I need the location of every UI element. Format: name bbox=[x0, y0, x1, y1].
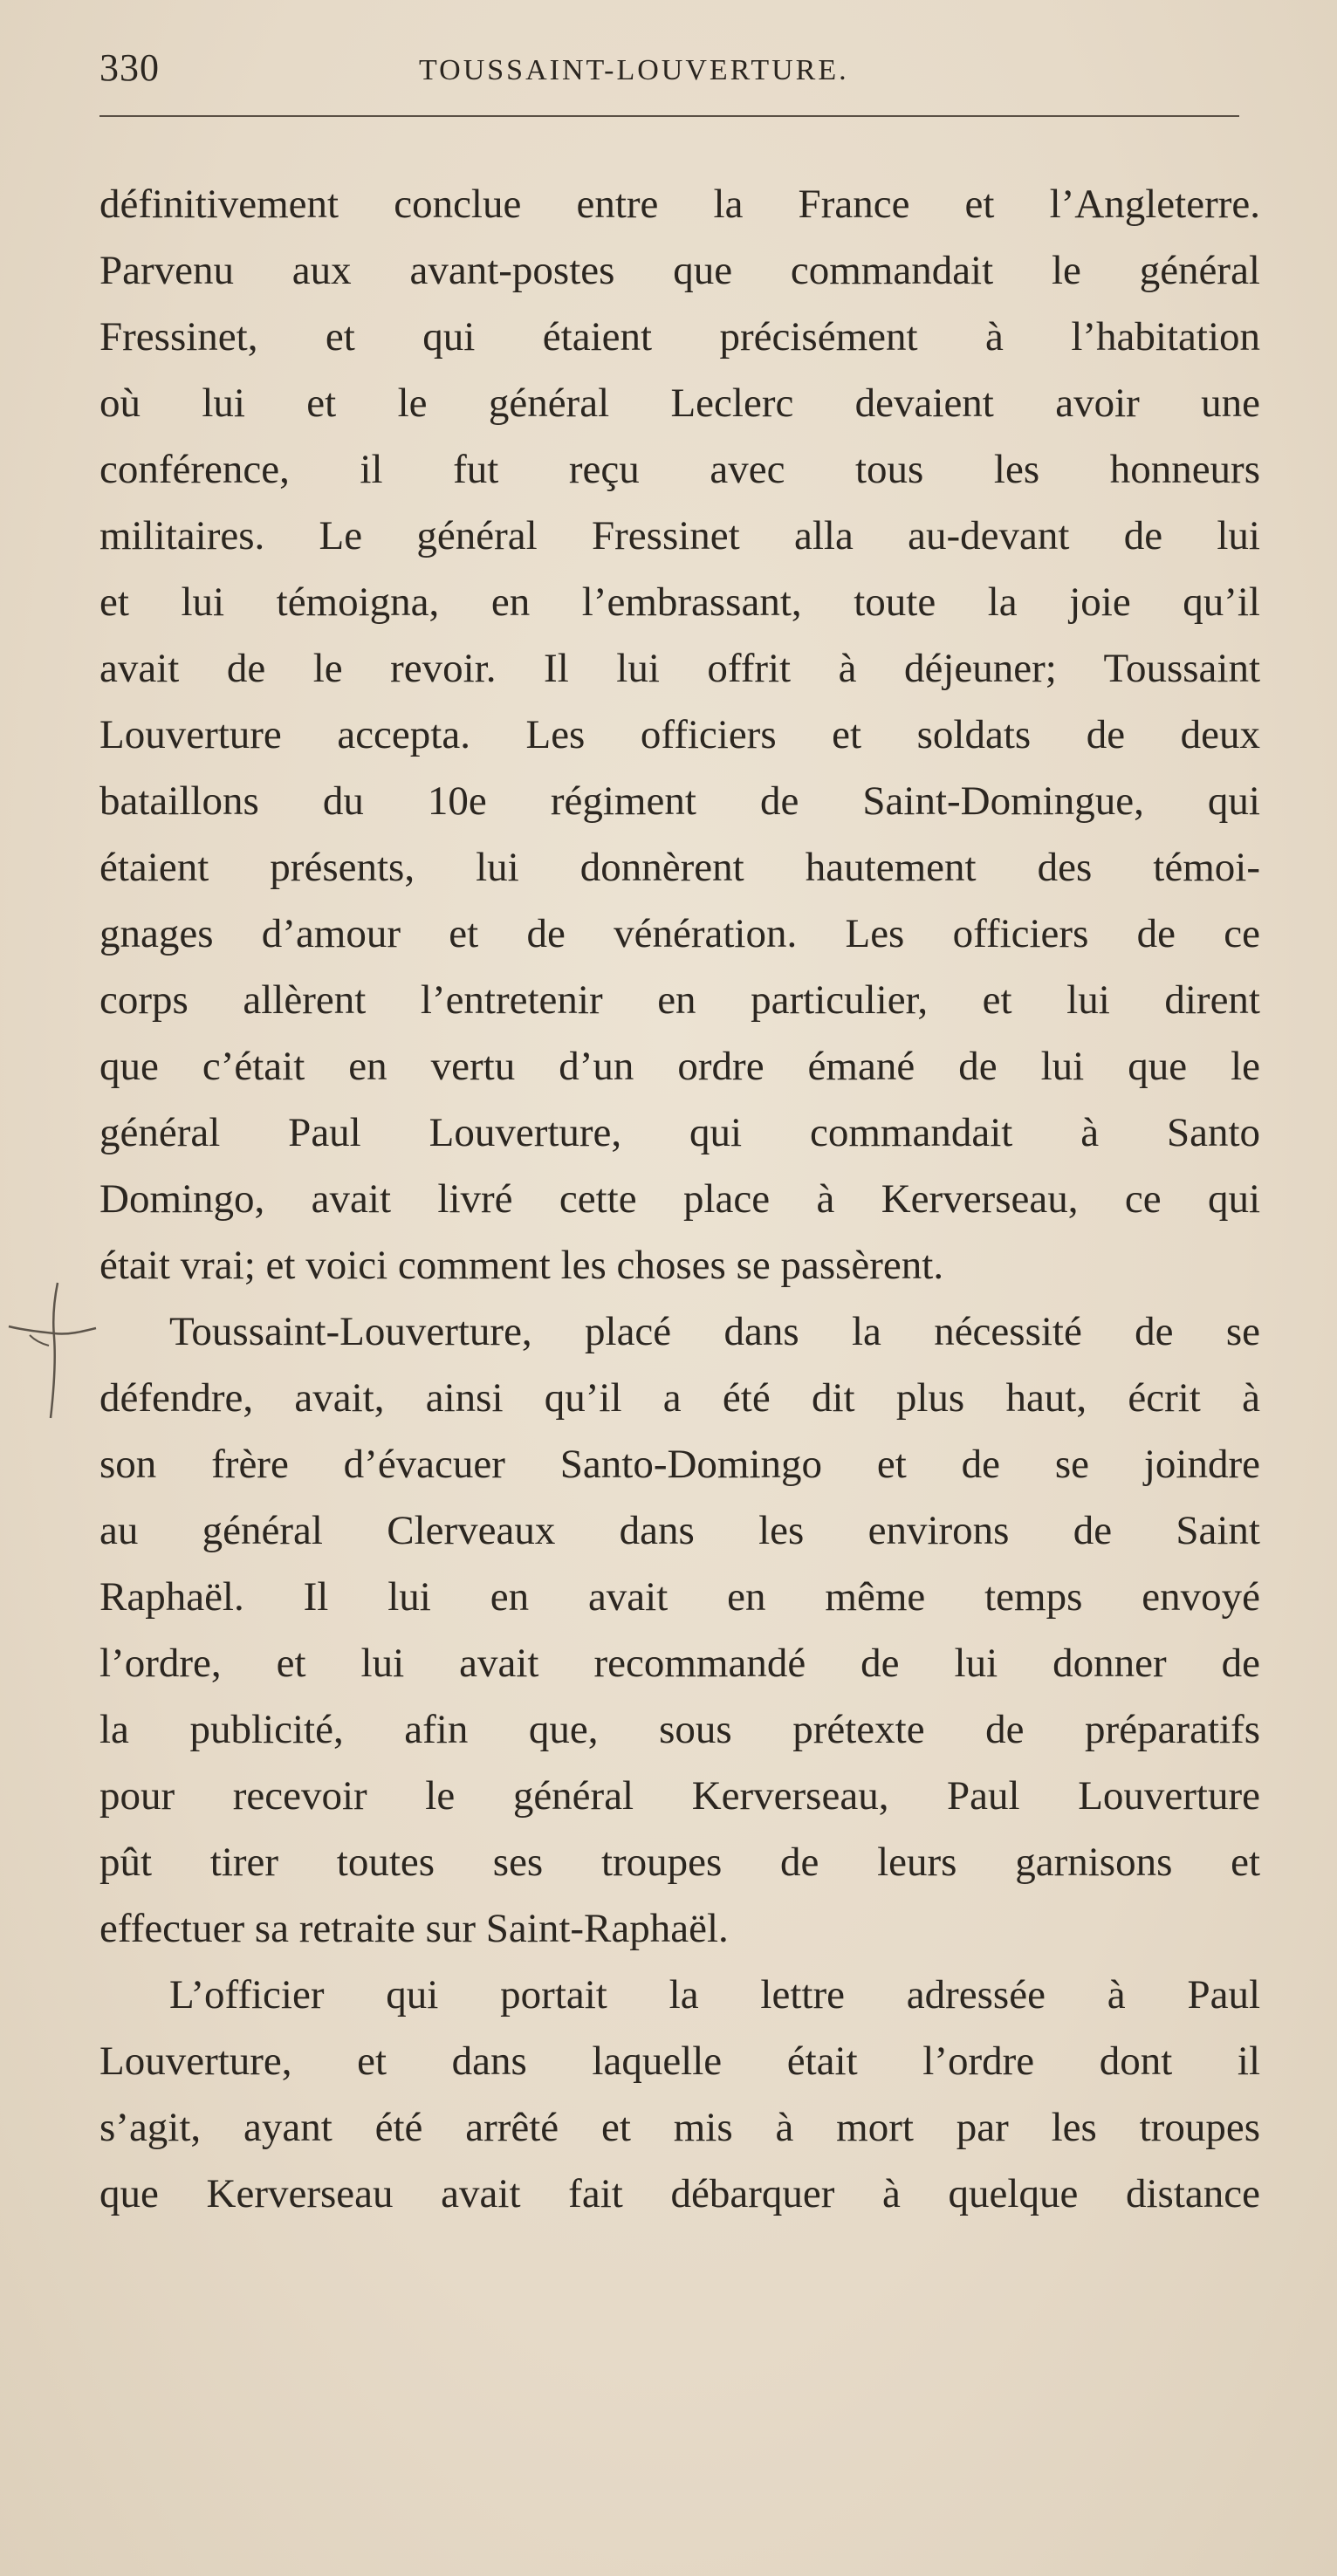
running-title: TOUSSAINT-LOUVERTURE. bbox=[419, 54, 849, 86]
text-line: L’officier qui portait la lettre adressée à Paul bbox=[169, 1972, 1260, 2018]
text-line: s’agit, ayant été arrêté et mis à mort par les troupes bbox=[99, 2105, 1260, 2150]
text-line: Domingo, avait livré cette place à Kerverseau, ce qui bbox=[99, 1176, 1260, 1222]
text-line: Fressinet, et qui étaient précisément à l’habitation bbox=[99, 314, 1260, 360]
text-line: étaient présents, lui donnèrent hautement des témoi- bbox=[99, 845, 1260, 890]
text-line: bataillons du 10e régiment de Saint-Domingue, qui bbox=[99, 778, 1260, 824]
text-line: et lui témoigna, en l’embrassant, toute la joie qu’il bbox=[99, 579, 1260, 625]
text-line: Toussaint-Louverture, placé dans la nécessité de se bbox=[169, 1309, 1260, 1354]
text-line: conférence, il fut reçu avec tous les honneurs bbox=[99, 447, 1260, 492]
text-line: gnages d’amour et de vénération. Les officiers de ce bbox=[99, 911, 1260, 956]
text-line: corps allèrent l’entretenir en particulier, et lui dirent bbox=[99, 977, 1260, 1023]
text-line: défendre, avait, ainsi qu’il a été dit plus haut, écrit à bbox=[99, 1375, 1260, 1421]
text-line: que c’était en vertu d’un ordre émané de lui que le bbox=[99, 1044, 1260, 1089]
text-line: avait de le revoir. Il lui offrit à déjeuner; Toussaint bbox=[99, 646, 1260, 691]
text-line: la publicité, afin que, sous prétexte de préparatifs bbox=[99, 1707, 1260, 1752]
text-line: son frère d’évacuer Santo-Domingo et de se joindre bbox=[99, 1442, 1260, 1487]
text-line: Parvenu aux avant-postes que commandait le général bbox=[99, 248, 1260, 293]
text-line: militaires. Le général Fressinet alla au-devant de lui bbox=[99, 513, 1260, 558]
text-line: au général Clerveaux dans les environs de Saint bbox=[99, 1508, 1260, 1553]
text-line: était vrai; et voici comment les choses se passèrent. bbox=[99, 1243, 944, 1288]
text-line: effectuer sa retraite sur Saint-Raphaël. bbox=[99, 1906, 729, 1951]
text-line: Louverture accepta. Les officiers et soldats de deux bbox=[99, 712, 1260, 757]
text-line: pût tirer toutes ses troupes de leurs garnisons et bbox=[99, 1840, 1260, 1885]
text-line: pour recevoir le général Kerverseau, Paul Louverture bbox=[99, 1773, 1260, 1819]
text-line: Louverture, et dans laquelle était l’ordre dont il bbox=[99, 2038, 1260, 2084]
text-line: l’ordre, et lui avait recommandé de lui donner de bbox=[99, 1641, 1260, 1686]
header-rule bbox=[99, 115, 1239, 117]
text-line: que Kerverseau avait fait débarquer à quelque distance bbox=[99, 2171, 1260, 2216]
text-line: Raphaël. Il lui en avait en même temps envoyé bbox=[99, 1574, 1260, 1620]
text-line: où lui et le général Leclerc devaient avoir une bbox=[99, 380, 1260, 426]
text-line: définitivement conclue entre la France et l’Angleterre. bbox=[99, 182, 1260, 227]
handwritten-margin-mark bbox=[3, 1274, 99, 1431]
page-header bbox=[99, 45, 1234, 98]
page-number: 330 bbox=[99, 46, 160, 89]
text-line: général Paul Louverture, qui commandait à Santo bbox=[99, 1110, 1260, 1155]
